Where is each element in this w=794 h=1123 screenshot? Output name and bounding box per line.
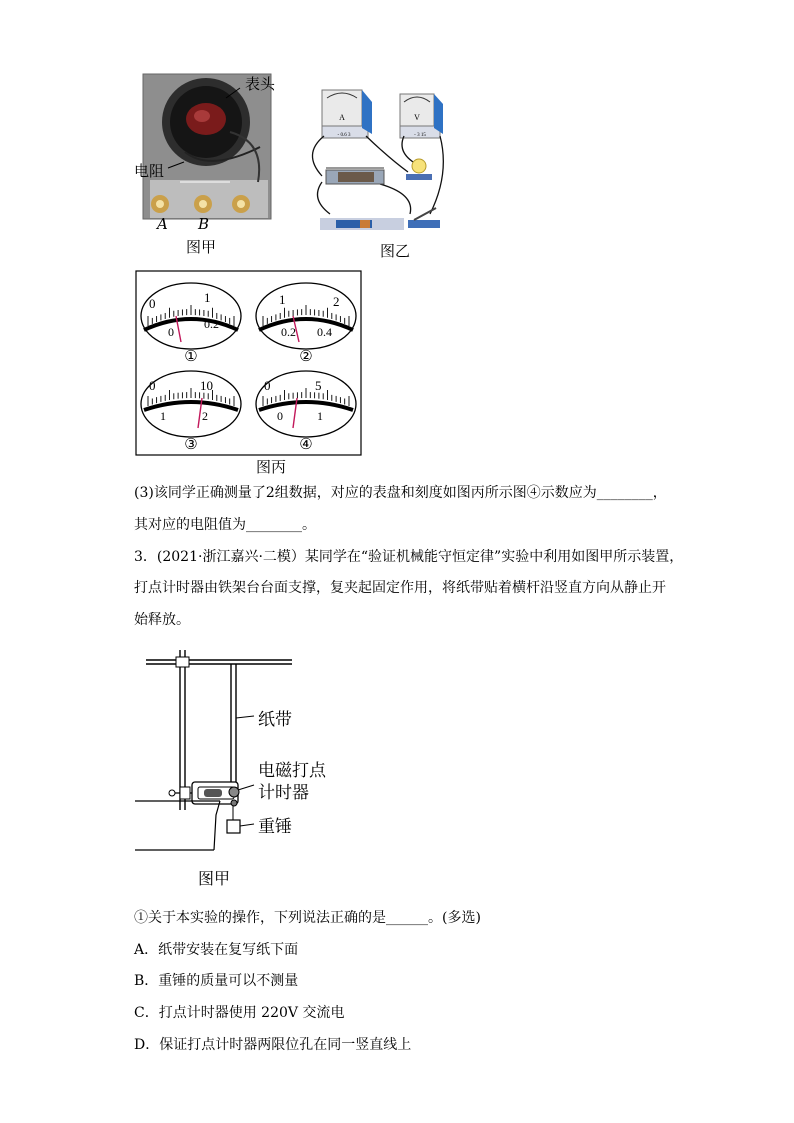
dial-1-bottom-left: 0 xyxy=(168,325,174,339)
caption-fig-jia-2: 图甲 xyxy=(198,869,231,888)
photo-circuit xyxy=(300,84,450,240)
meter-internals-drawing xyxy=(140,72,285,232)
q2-part3-line1: (3)该同学正确测量了2组数据，对应的表盘和刻度如图丙所示图④示数应为________， xyxy=(134,485,667,501)
dial-4-label: ④ xyxy=(299,437,313,453)
caption-fig-bing: 图丙 xyxy=(256,458,287,476)
dial-3-bottom-left: 1 xyxy=(160,409,166,423)
ammeter-letter: A xyxy=(339,113,345,122)
voltmeter-scale: - 3 15 xyxy=(414,133,426,138)
label-terminal-a: A xyxy=(157,215,168,233)
label-terminal-b: B xyxy=(198,215,210,233)
label-timer-line2: 计时器 xyxy=(258,783,309,803)
dial-2-top-left: 1 xyxy=(279,292,286,307)
dial-1-label: ① xyxy=(184,349,198,365)
ammeter-scale: - 0.6 3 xyxy=(337,133,351,138)
subq1-stem: ①关于本实验的操作，下列说法正确的是______。(多选) xyxy=(134,910,481,926)
dial-4-bottom-left: 0 xyxy=(277,409,283,423)
label-paper-tape: 纸带 xyxy=(258,710,292,730)
dial-2-label: ② xyxy=(299,349,313,365)
photo-meter-internals xyxy=(140,72,285,232)
fig-apparatus xyxy=(130,640,350,855)
dials-panel xyxy=(135,270,362,456)
dial-3-label: ③ xyxy=(184,437,198,453)
q3-line2: 打点计时器由铁架台台面支撑，复夹起固定作用，将纸带贴着横杆沿竖直方向从静止开 xyxy=(134,580,666,596)
dial-3-top-left: 0 xyxy=(149,378,156,393)
dial-2-top-right: 2 xyxy=(333,294,340,309)
label-timer-line1: 电磁打点 xyxy=(258,761,326,781)
dial-2-bottom-right: 0.4 xyxy=(317,325,332,339)
caption-fig-yi: 图乙 xyxy=(380,242,411,260)
dial-1-top-right: 1 xyxy=(204,290,211,305)
q2-part3-line2: 其对应的电阻值为________。 xyxy=(134,517,316,533)
q3-line1: 3．(2021·浙江嘉兴·二模）某同学在“验证机械能守恒定律”实验中利用如图甲所示装置， xyxy=(134,549,684,565)
dial-4-top-left: 0 xyxy=(264,378,271,393)
option-c: C．打点计时器使用 220V 交流电 xyxy=(134,1005,345,1021)
circuit-drawing xyxy=(300,84,450,240)
voltmeter-letter: V xyxy=(414,113,420,122)
caption-fig-jia-1: 图甲 xyxy=(186,238,217,256)
apparatus-drawing xyxy=(130,640,350,855)
dial-4-top-right: 5 xyxy=(315,378,322,393)
label-dianzu: 电阻 xyxy=(134,162,165,180)
fig-bing-dials xyxy=(135,270,362,456)
label-biaotou: 表头 xyxy=(245,75,276,93)
dial-1-top-left: 0 xyxy=(149,296,156,311)
option-d: D．保证打点计时器两限位孔在同一竖直线上 xyxy=(134,1037,412,1053)
label-weight: 重锤 xyxy=(258,817,292,837)
dial-1-bottom-right: 0.2 xyxy=(204,317,219,331)
dial-2-bottom-left: 0.2 xyxy=(281,325,296,339)
dial-3-top-right: 10 xyxy=(200,378,213,393)
dial-4-bottom-right: 1 xyxy=(317,409,323,423)
option-a: A．纸带安装在复写纸下面 xyxy=(134,942,299,958)
dial-3-bottom-right: 2 xyxy=(202,409,208,423)
option-b: B．重锤的质量可以不测量 xyxy=(134,973,299,989)
q3-line3: 始释放。 xyxy=(134,612,190,628)
